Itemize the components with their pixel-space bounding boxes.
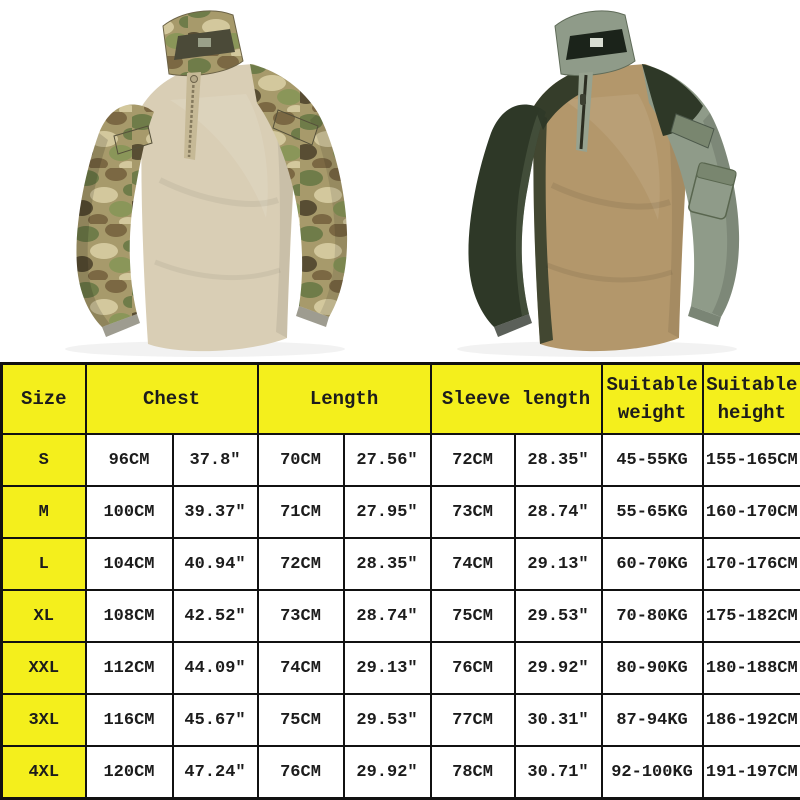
sleeve-in-cell: 28.74″ bbox=[515, 486, 602, 538]
size-cell: XL bbox=[2, 590, 86, 642]
size-cell: M bbox=[2, 486, 86, 538]
size-cell: S bbox=[2, 434, 86, 486]
sleeve-cm-cell: 75CM bbox=[431, 590, 515, 642]
header-sleeve-length: Sleeve length bbox=[431, 364, 602, 435]
size-cell: XXL bbox=[2, 642, 86, 694]
left-shirt-image bbox=[20, 0, 388, 360]
table-row-xl bbox=[2, 590, 800, 642]
length-in-cell: 29.92″ bbox=[344, 746, 431, 799]
weight-cell: 45-55KG bbox=[602, 434, 703, 486]
length-cm-cell: 75CM bbox=[258, 694, 344, 746]
length-in-cell: 29.13″ bbox=[344, 642, 431, 694]
size-cell: 4XL bbox=[2, 746, 86, 799]
chest-cm-cell: 96CM bbox=[86, 434, 173, 486]
length-in-cell: 27.95″ bbox=[344, 486, 431, 538]
height-cell: 191-197CM bbox=[703, 746, 800, 799]
length-in-cell: 27.56″ bbox=[344, 434, 431, 486]
length-cm-cell: 70CM bbox=[258, 434, 344, 486]
length-in-cell: 28.35″ bbox=[344, 538, 431, 590]
length-in-cell: 28.74″ bbox=[344, 590, 431, 642]
height-cell: 186-192CM bbox=[703, 694, 800, 746]
size-chart-table bbox=[0, 362, 800, 800]
sleeve-in-cell: 29.92″ bbox=[515, 642, 602, 694]
chest-cm-cell: 104CM bbox=[86, 538, 173, 590]
length-cm-cell: 76CM bbox=[258, 746, 344, 799]
size-cell: 3XL bbox=[2, 694, 86, 746]
product-photos bbox=[0, 0, 800, 362]
sleeve-in-cell: 30.31″ bbox=[515, 694, 602, 746]
size-cell: L bbox=[2, 538, 86, 590]
length-cm-cell: 73CM bbox=[258, 590, 344, 642]
height-cell: 160-170CM bbox=[703, 486, 800, 538]
sleeve-cm-cell: 76CM bbox=[431, 642, 515, 694]
weight-cell: 70-80KG bbox=[602, 590, 703, 642]
length-cm-cell: 72CM bbox=[258, 538, 344, 590]
table-row-3xl bbox=[2, 694, 800, 746]
table-row-xxl bbox=[2, 642, 800, 694]
chest-in-cell: 44.09″ bbox=[173, 642, 258, 694]
sleeve-in-cell: 30.71″ bbox=[515, 746, 602, 799]
chest-cm-cell: 108CM bbox=[86, 590, 173, 642]
weight-cell: 80-90KG bbox=[602, 642, 703, 694]
header-length: Length bbox=[258, 364, 431, 435]
header-chest: Chest bbox=[86, 364, 258, 435]
length-cm-cell: 71CM bbox=[258, 486, 344, 538]
left-collar-button bbox=[191, 76, 198, 83]
table-row-l bbox=[2, 538, 800, 590]
chest-in-cell: 42.52″ bbox=[173, 590, 258, 642]
right-shirt-image bbox=[412, 0, 780, 360]
height-cell: 155-165CM bbox=[703, 434, 800, 486]
height-cell: 170-176CM bbox=[703, 538, 800, 590]
weight-cell: 55-65KG bbox=[602, 486, 703, 538]
weight-cell: 87-94KG bbox=[602, 694, 703, 746]
height-cell: 180-188CM bbox=[703, 642, 800, 694]
left-collar-label bbox=[198, 38, 211, 47]
table-row-s bbox=[2, 434, 800, 486]
sleeve-cm-cell: 74CM bbox=[431, 538, 515, 590]
chest-in-cell: 40.94″ bbox=[173, 538, 258, 590]
sleeve-cm-cell: 72CM bbox=[431, 434, 515, 486]
length-in-cell: 29.53″ bbox=[344, 694, 431, 746]
sleeve-in-cell: 29.13″ bbox=[515, 538, 602, 590]
weight-cell: 92-100KG bbox=[602, 746, 703, 799]
size-chart-header-row bbox=[2, 364, 800, 435]
weight-cell: 60-70KG bbox=[602, 538, 703, 590]
length-cm-cell: 74CM bbox=[258, 642, 344, 694]
chest-in-cell: 39.37″ bbox=[173, 486, 258, 538]
header-suitable-height: Suitable height bbox=[703, 364, 800, 435]
chest-in-cell: 45.67″ bbox=[173, 694, 258, 746]
chest-in-cell: 37.8″ bbox=[173, 434, 258, 486]
right-collar-label bbox=[590, 38, 603, 47]
table-row-m bbox=[2, 486, 800, 538]
chest-cm-cell: 112CM bbox=[86, 642, 173, 694]
chest-cm-cell: 116CM bbox=[86, 694, 173, 746]
sleeve-cm-cell: 73CM bbox=[431, 486, 515, 538]
chest-in-cell: 47.24″ bbox=[173, 746, 258, 799]
chest-cm-cell: 120CM bbox=[86, 746, 173, 799]
height-cell: 175-182CM bbox=[703, 590, 800, 642]
chest-cm-cell: 100CM bbox=[86, 486, 173, 538]
header-suitable-weight: Suitable weight bbox=[602, 364, 703, 435]
right-zipper-pull bbox=[580, 94, 586, 105]
sleeve-cm-cell: 77CM bbox=[431, 694, 515, 746]
table-row-4xl bbox=[2, 746, 800, 799]
sleeve-cm-cell: 78CM bbox=[431, 746, 515, 799]
sleeve-in-cell: 29.53″ bbox=[515, 590, 602, 642]
sleeve-in-cell: 28.35″ bbox=[515, 434, 602, 486]
header-size: Size bbox=[2, 364, 86, 435]
